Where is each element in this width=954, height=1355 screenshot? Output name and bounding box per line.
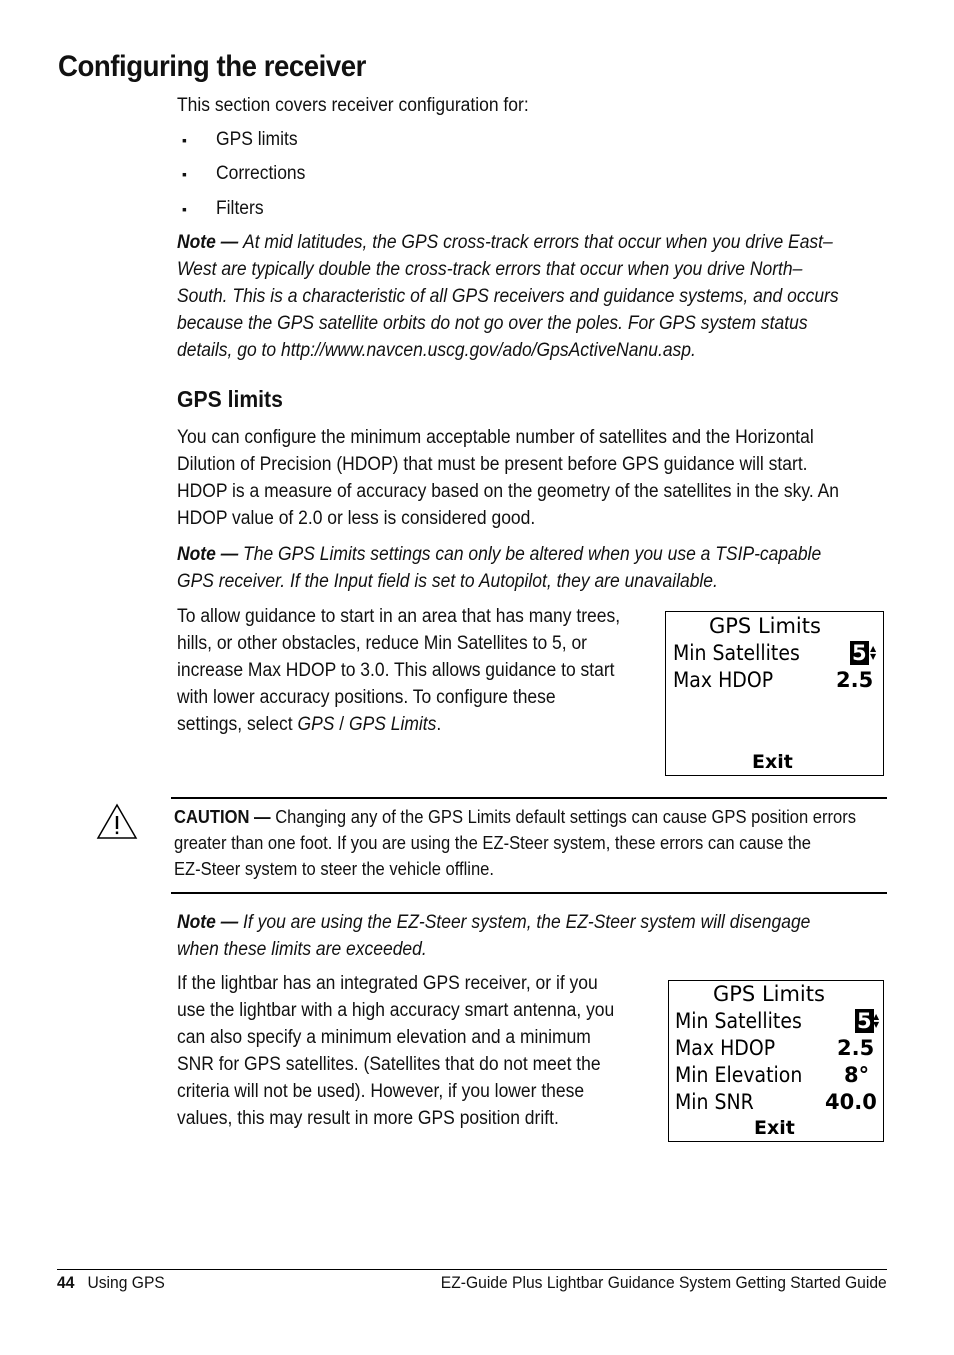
up-down-arrows-icon: ▲ ▼: [870, 644, 877, 661]
menu-path-gps-limits: GPS Limits: [348, 714, 437, 735]
note-block: Note — At mid latitudes, the GPS cross-track errors that occur when you drive East– West are typically double the cross-track errors that occur when you drive North– South. This is a characteristic of all GPS receivers and guidance systems, and occurs because the GPS satellite orbits do not go over the poles. For GPS system status details, go to http://www.navcen.uscg.gov/ado/GpsActiveNanu.asp.: [177, 232, 839, 361]
note-label: Note —: [177, 544, 239, 565]
screen-title: GPS Limits: [709, 614, 821, 638]
lightbar-screen: [665, 611, 884, 776]
note-label: Note —: [177, 912, 239, 933]
footer-section: Using GPS: [87, 1273, 165, 1292]
paragraph: If the lightbar has an integrated GPS receiver, or if you use the lightbar with a high accuracy smart antenna, you can also specify a minimum elevation and a minimum SNR for GPS satellites. (Satellites that do not meet the criteria will not be used). However, if you lower these values, this may result in more GPS position drift.: [177, 973, 615, 1129]
divider: [171, 892, 887, 894]
screen-row-label: Min Satellites: [673, 641, 800, 665]
list-item: ▪ Corrections: [182, 163, 306, 184]
list-item: ▪ GPS limits: [182, 129, 298, 150]
list-item: ▪ Filters: [182, 198, 264, 219]
caution-icon: [96, 803, 138, 841]
bullet-icon: ▪: [182, 166, 187, 182]
screen-exit: Exit: [754, 1117, 795, 1139]
divider: [171, 797, 887, 799]
screen-row-value: 2.5: [837, 1036, 875, 1060]
page-title: Configuring the receiver: [58, 50, 366, 83]
lightbar-screen: [668, 980, 884, 1142]
footer-left: [57, 1273, 165, 1293]
screen-row-label: Min Satellites: [675, 1009, 802, 1033]
screen-row-value: 8°: [844, 1063, 870, 1087]
screen-row-label: Max HDOP: [675, 1036, 776, 1060]
footer-doc-title: EZ-Guide Plus Lightbar Guidance System Getting Started Guide: [441, 1273, 887, 1292]
screen-row-value: 40.0: [825, 1090, 877, 1114]
screen-title: GPS Limits: [713, 982, 825, 1006]
screen-exit: Exit: [752, 751, 793, 773]
page-number: 44: [57, 1273, 75, 1292]
bullet-icon: ▪: [182, 201, 187, 217]
up-down-arrows-icon: ▲ ▼: [873, 1012, 880, 1029]
note-block: Note — If you are using the EZ-Steer system, the EZ-Steer system will disengage when these limits are exceeded.: [177, 912, 811, 960]
caution-block: CAUTION — Changing any of the GPS Limits default settings can cause GPS position errors greater than one foot. If you are using the EZ-Steer system, these errors can cause the EZ-Steer system to steer the vehicle offline.: [174, 807, 857, 879]
screen-row-label: Min SNR: [675, 1090, 754, 1114]
note-label: Note —: [177, 232, 239, 253]
paragraph: To allow guidance to start in an area that has many trees, hills, or other obstacles, reduce Min Satellites to 5, or increase Max HDOP to 3.0. This allows guidance to start with lower accuracy positions. To configure these settings, select GPS / GPS Limits.: [177, 606, 621, 735]
note-block: Note — The GPS Limits settings can only be altered when you use a TSIP-capable GPS receiver. If the Input field is set to Autopilot, they are unavailable.: [177, 544, 822, 592]
intro-text: This section covers receiver configuration for:: [177, 95, 529, 116]
screen-row-label: Min Elevation: [675, 1063, 803, 1087]
paragraph: You can configure the minimum acceptable number of satellites and the Horizontal Dilution of Precision (HDOP) that must be present before GPS guidance will start. HDOP is a measure of accuracy based on the geometry of the satellites in the sky. An HDOP value of 2.0 or less is considered good.: [177, 427, 839, 529]
screen-row-label: Max HDOP: [673, 668, 774, 692]
menu-path-gps: GPS: [297, 714, 335, 735]
screen-row-value: 2.5: [836, 668, 874, 692]
footer-divider: [57, 1269, 887, 1270]
section-heading: GPS limits: [177, 386, 283, 412]
screen-row-value: 5: [852, 641, 867, 665]
bullet-icon: ▪: [182, 132, 187, 148]
screen-row-value: 5: [857, 1009, 872, 1033]
caution-label: CAUTION —: [174, 807, 271, 827]
